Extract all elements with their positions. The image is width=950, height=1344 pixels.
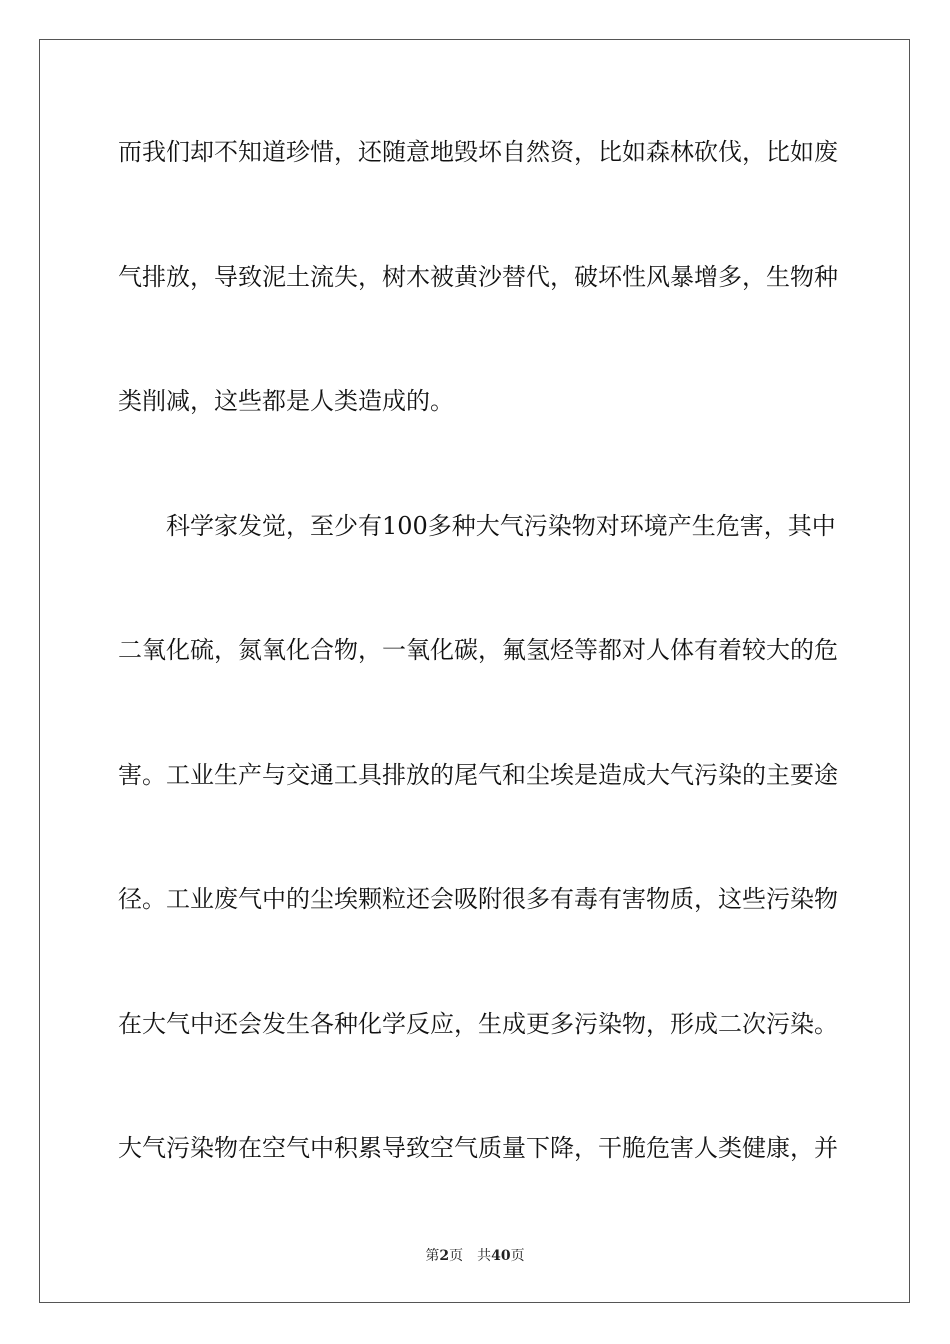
paragraph-line: 二氧化硫，氮氧化合物，一氧化碳，氟氢烃等都对人体有着较大的危 xyxy=(118,636,838,664)
page-border xyxy=(39,39,910,1303)
footer-page-prefix: 第 xyxy=(425,1248,440,1264)
paragraph-line: 而我们却不知道珍惜，还随意地毁坏自然资，比如森林砍伐，比如废 xyxy=(118,138,838,166)
footer-page-suffix: 页 xyxy=(449,1248,464,1264)
paragraph-line: 在大气中还会发生各种化学反应，生成更多污染物，形成二次污染。 xyxy=(118,1010,838,1038)
footer-total-suffix: 页 xyxy=(510,1248,525,1264)
page-footer xyxy=(0,1247,950,1265)
paragraph-line: 科学家发觉，至少有100多种大气污染物对环境产生危害，其中 xyxy=(166,512,836,540)
paragraph-line: 害。工业生产与交通工具排放的尾气和尘埃是造成大气污染的主要途 xyxy=(118,761,838,789)
footer-total-pages: 40 xyxy=(491,1248,511,1264)
paragraph-line: 大气污染物在空气中积累导致空气质量下降，干脆危害人类健康，并 xyxy=(118,1134,838,1162)
paragraph-line: 类削减，这些都是人类造成的。 xyxy=(118,387,454,415)
footer-page-number: 2 xyxy=(439,1248,450,1264)
footer-total-prefix: 共 xyxy=(477,1248,492,1264)
paragraph-line: 径。工业废气中的尘埃颗粒还会吸附很多有毒有害物质，这些污染物 xyxy=(118,885,838,913)
paragraph-line: 气排放，导致泥土流失，树木被黄沙替代，破坏性风暴增多，生物种 xyxy=(118,263,838,291)
